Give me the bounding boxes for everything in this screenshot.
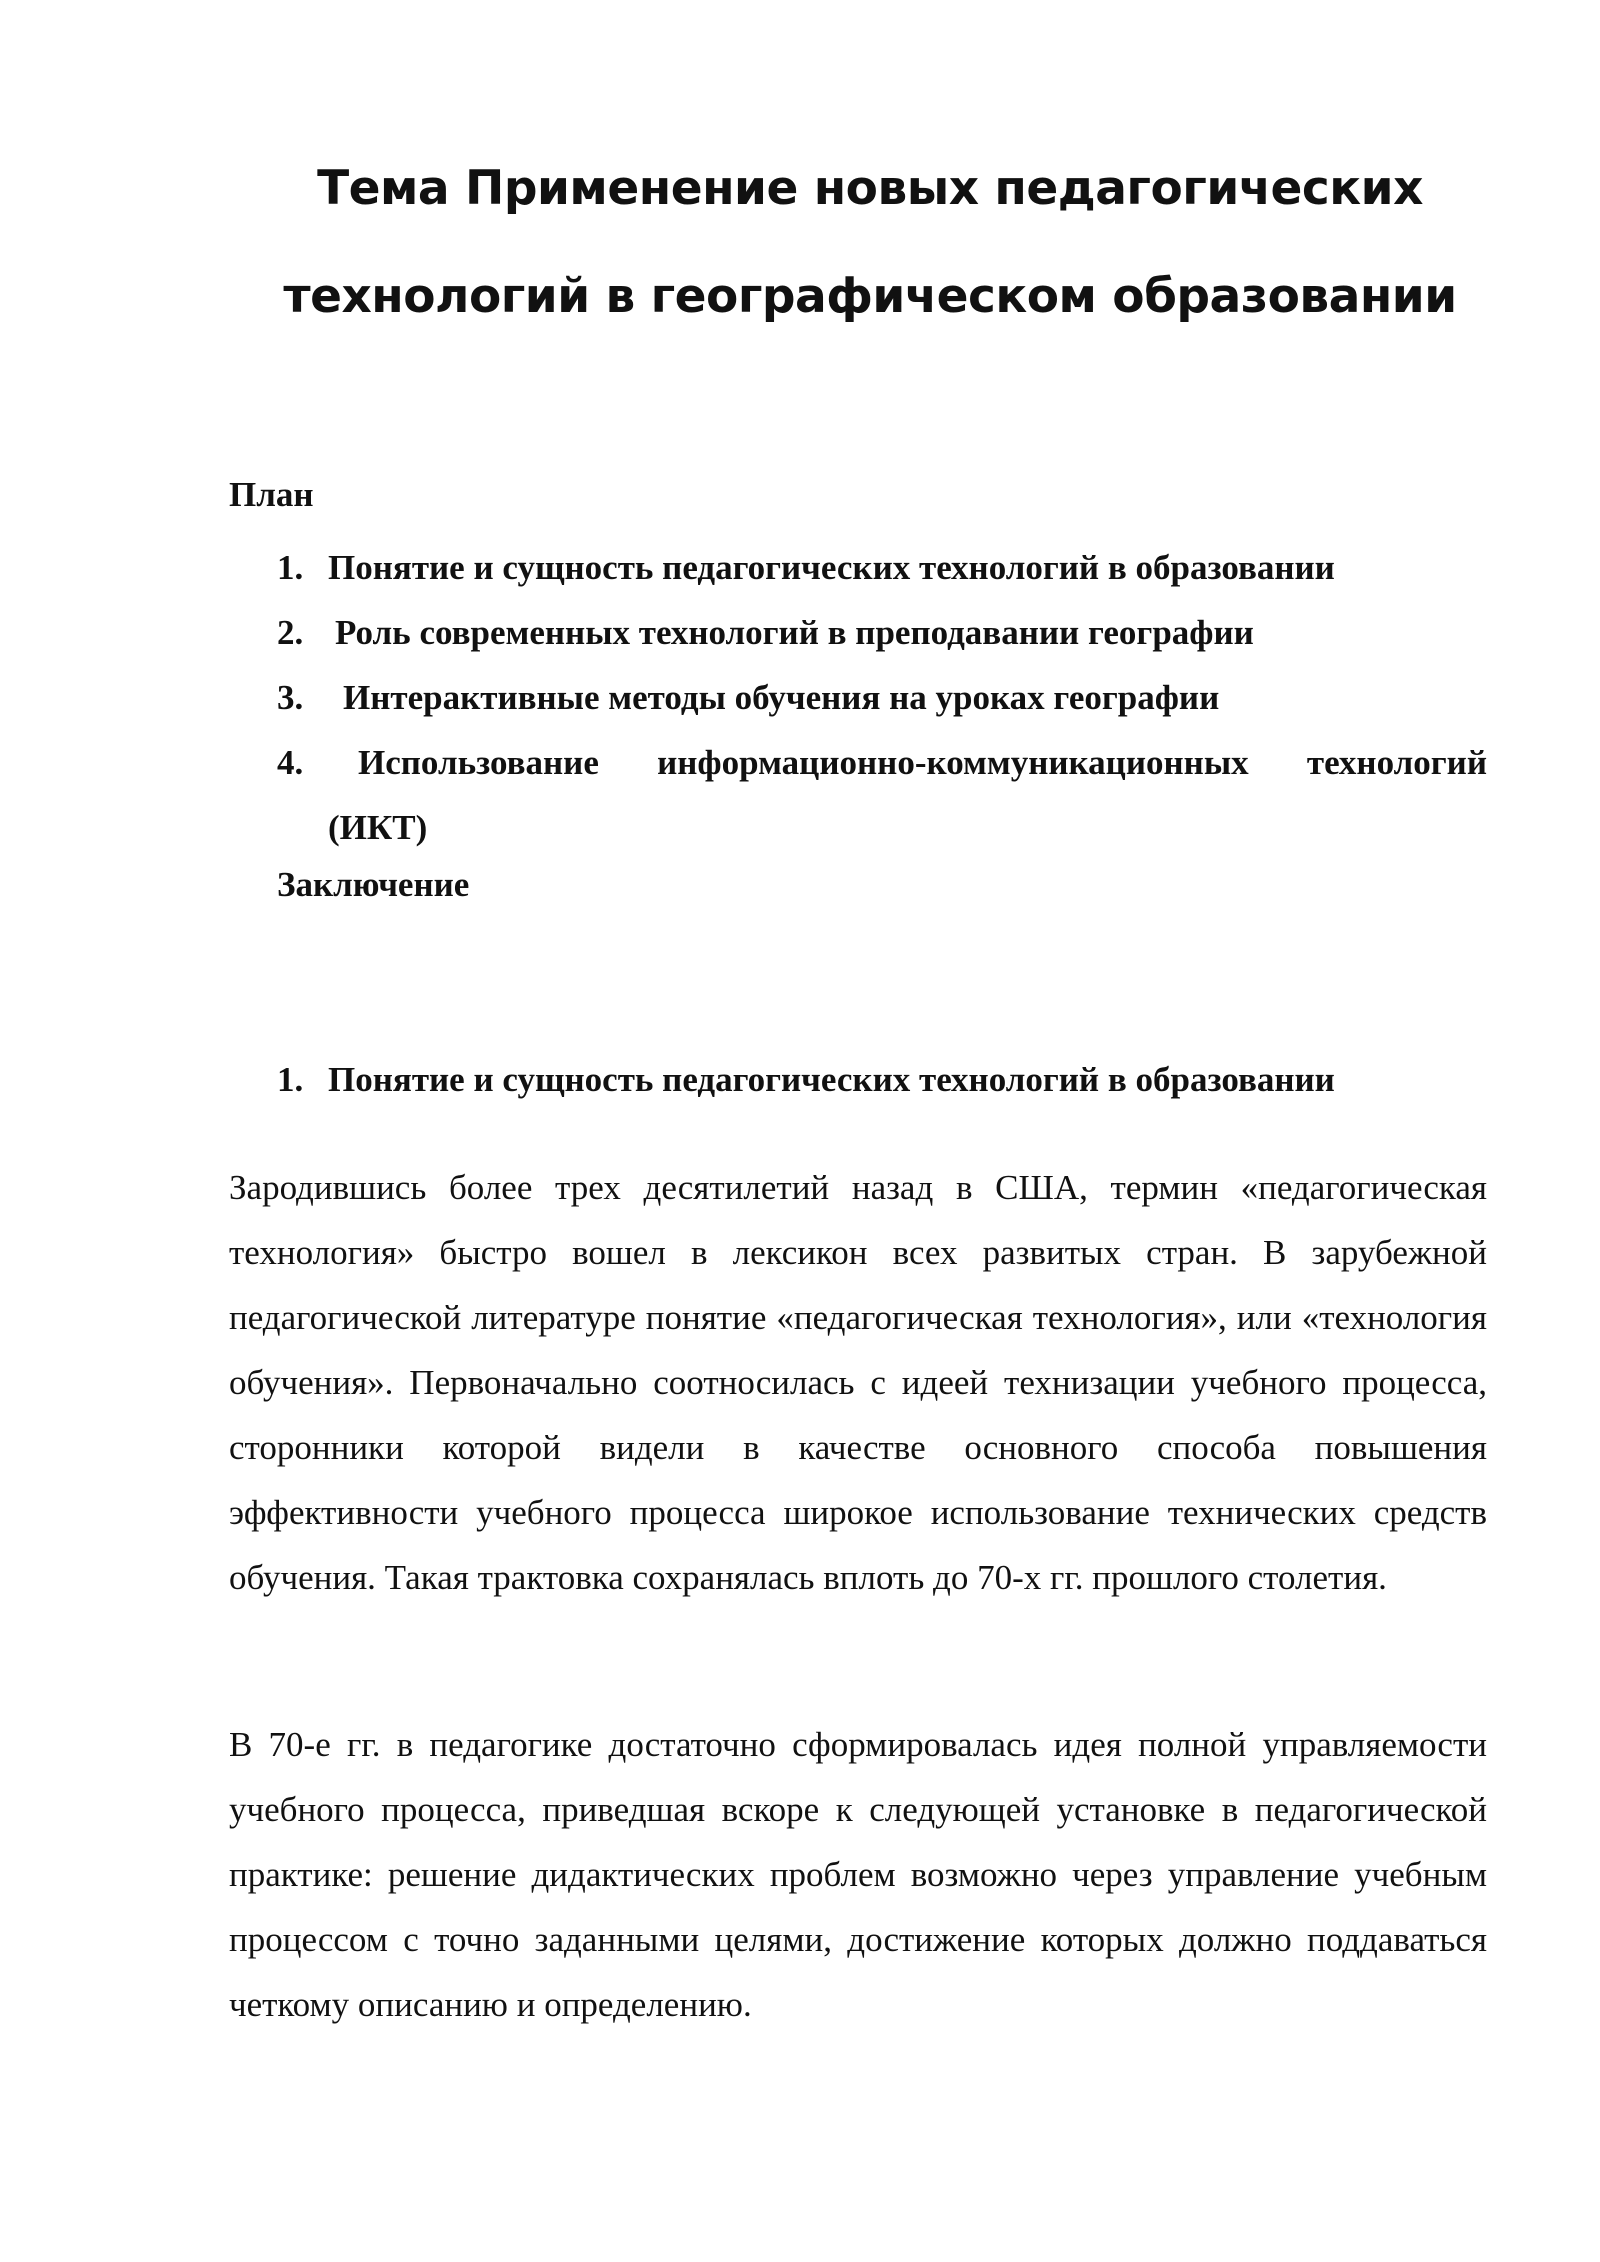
- plan-item: [277, 665, 1487, 730]
- body-paragraph: В 70-е гг. в педагогике достаточно сформировалась идея полной управляемости учебного процесса, приведшая вскоре к следующей установке в педагогической практике: решение дидактических проблем возможно через управление учебным процессом с точно заданными целями, достижение которых должно поддаваться четкому описанию и определению.: [229, 1725, 1487, 2024]
- title-line-1: Тема Применение новых педагогических: [317, 161, 1423, 216]
- plan-item-number: 4.: [277, 743, 304, 782]
- plan-item-text: Понятие и сущность педагогических технологий в образовании: [328, 548, 1335, 587]
- plan-heading: План: [229, 475, 314, 514]
- plan-item-text: Использование информационно-коммуникационных технологий (ИКТ): [328, 743, 1487, 847]
- section-title: Понятие и сущность педагогических технологий в образовании: [328, 1060, 1335, 1099]
- plan-item-number: 2.: [277, 613, 304, 652]
- body-paragraph: Зародившись более трех десятилетий назад в США, термин «педагогическая технология» быстро вошел в лексикон всех развитых стран. В зарубежной педагогической литературе понятие «педагогическая технология», или «технология обучения». Первоначально соотносилась с идеей технизации учебного процесса, сторонники которой видели в качестве основного способа повышения эффективности учебного процесса широкое использование технических средств обучения. Такая трактовка сохранялась вплоть до 70-х гг. прошлого столетия.: [229, 1168, 1487, 1597]
- document-title: [230, 135, 1510, 351]
- plan-item-text: Роль современных технологий в преподавании географии: [335, 613, 1254, 652]
- plan-item-text: Интерактивные методы обучения на уроках географии: [343, 678, 1220, 717]
- plan-item: [277, 600, 1487, 665]
- plan-list: [277, 535, 1487, 860]
- title-line-2: технологий в географическом образовании: [283, 269, 1457, 324]
- plan-item-number: 3.: [277, 678, 304, 717]
- section-heading: [277, 1055, 1335, 1105]
- plan-item-number: 1.: [277, 548, 304, 587]
- plan-item: [277, 535, 1487, 600]
- plan-item: [277, 730, 1487, 860]
- section-number: 1.: [277, 1060, 304, 1099]
- plan-conclusion: Заключение: [277, 865, 470, 904]
